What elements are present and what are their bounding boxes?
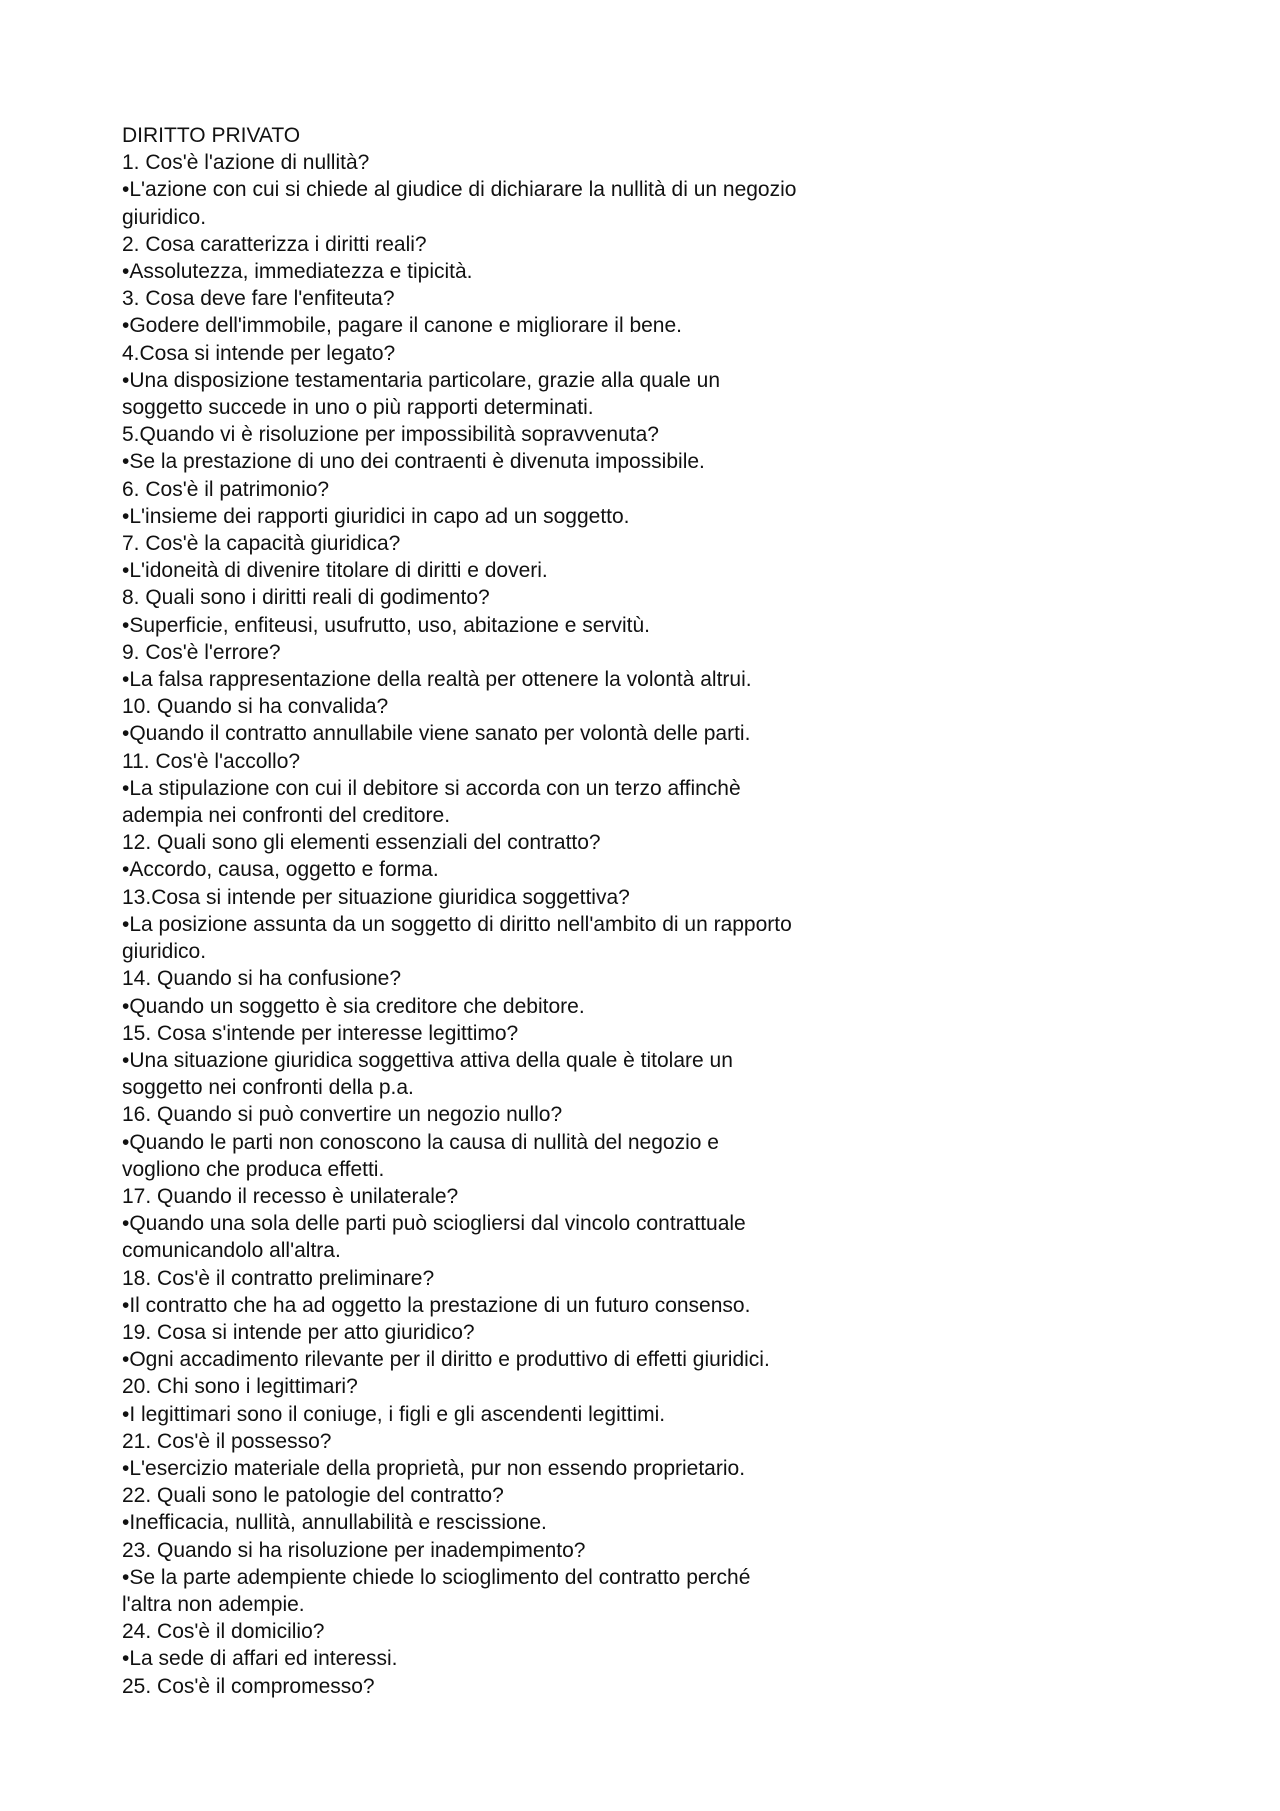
- question-line: 21. Cos'è il possesso?: [122, 1429, 332, 1453]
- question-line: 25. Cos'è il compromesso?: [122, 1674, 375, 1698]
- answer-line: •L'azione con cui si chiede al giudice di dichiarare la nullità di un negozio: [122, 178, 797, 202]
- answer-line: •L'insieme dei rapporti giuridici in capo ad un soggetto.: [122, 504, 630, 528]
- question-line: 19. Cosa si intende per atto giuridico?: [122, 1320, 475, 1344]
- answer-line: •I legittimari sono il coniuge, i figli e gli ascendenti legittimi.: [122, 1402, 666, 1426]
- answer-line: •Superficie, enfiteusi, usufrutto, uso, abitazione e servitù.: [122, 613, 650, 637]
- question-line: 1. Cos'è l'azione di nullità?: [122, 151, 370, 175]
- question-line: 7. Cos'è la capacità giuridica?: [122, 532, 401, 556]
- answer-line: •Quando il contratto annullabile viene sanato per volontà delle parti.: [122, 722, 751, 746]
- question-line: 2. Cosa caratterizza i diritti reali?: [122, 232, 427, 256]
- question-line: 11. Cos'è l'accollo?: [122, 749, 301, 773]
- answer-line: •Assolutezza, immediatezza e tipicità.: [122, 260, 473, 284]
- answer-line: •Una disposizione testamentaria particolare, grazie alla quale un: [122, 368, 721, 392]
- question-line: 13.Cosa si intende per situazione giuridica soggettiva?: [122, 885, 630, 909]
- answer-continuation-line: giuridico.: [122, 940, 207, 964]
- answer-line: •Quando un soggetto è sia creditore che debitore.: [122, 994, 585, 1018]
- answer-line: •La posizione assunta da un soggetto di diritto nell'ambito di un rapporto: [122, 912, 792, 936]
- document-body: [122, 122, 1122, 1700]
- answer-line: •La sede di affari ed interessi.: [122, 1647, 398, 1671]
- question-line: 9. Cos'è l'errore?: [122, 640, 281, 664]
- answer-line: •Il contratto che ha ad oggetto la prestazione di un futuro consenso.: [122, 1293, 751, 1317]
- question-line: 8. Quali sono i diritti reali di godimento?: [122, 586, 490, 610]
- question-line: 3. Cosa deve fare l'enfiteuta?: [122, 287, 395, 311]
- answer-line: •Se la parte adempiente chiede lo scioglimento del contratto perché: [122, 1565, 751, 1589]
- answer-line: •Godere dell'immobile, pagare il canone e migliorare il bene.: [122, 314, 682, 338]
- question-line: 20. Chi sono i legittimari?: [122, 1375, 358, 1399]
- answer-continuation-line: comunicandolo all'altra.: [122, 1239, 341, 1263]
- answer-line: •Quando una sola delle parti può sciogliersi dal vincolo contrattuale: [122, 1212, 746, 1236]
- answer-line: •Ogni accadimento rilevante per il diritto e produttivo di effetti giuridici.: [122, 1348, 770, 1372]
- question-line: 4.Cosa si intende per legato?: [122, 341, 396, 365]
- answer-line: •La falsa rappresentazione della realtà per ottenere la volontà altrui.: [122, 668, 752, 692]
- answer-line: •La stipulazione con cui il debitore si accorda con un terzo affinchè: [122, 776, 741, 800]
- answer-continuation-line: soggetto nei confronti della p.a.: [122, 1076, 414, 1100]
- document-title: DIRITTO PRIVATO: [122, 124, 301, 147]
- question-line: 24. Cos'è il domicilio?: [122, 1620, 325, 1644]
- answer-continuation-line: giuridico.: [122, 205, 207, 229]
- question-line: 14. Quando si ha confusione?: [122, 967, 402, 991]
- answer-line: •Accordo, causa, oggetto e forma.: [122, 858, 439, 882]
- answer-continuation-line: l'altra non adempie.: [122, 1592, 305, 1616]
- question-line: 23. Quando si ha risoluzione per inadempimento?: [122, 1538, 586, 1562]
- question-line: 5.Quando vi è risoluzione per impossibilità sopravvenuta?: [122, 423, 659, 447]
- question-line: 6. Cos'è il patrimonio?: [122, 477, 330, 501]
- answer-line: •Inefficacia, nullità, annullabilità e rescissione.: [122, 1511, 547, 1535]
- question-line: 18. Cos'è il contratto preliminare?: [122, 1266, 435, 1290]
- answer-continuation-line: vogliono che produca effetti.: [122, 1157, 385, 1181]
- answer-line: •Se la prestazione di uno dei contraenti è divenuta impossibile.: [122, 450, 705, 474]
- question-line: 17. Quando il recesso è unilaterale?: [122, 1184, 459, 1208]
- question-line: 12. Quali sono gli elementi essenziali del contratto?: [122, 831, 601, 855]
- question-line: 15. Cosa s'intende per interesse legittimo?: [122, 1021, 519, 1045]
- answer-continuation-line: soggetto succede in uno o più rapporti determinati.: [122, 396, 594, 420]
- question-line: 10. Quando si ha convalida?: [122, 695, 389, 719]
- question-line: 22. Quali sono le patologie del contratto?: [122, 1484, 504, 1508]
- answer-line: •Quando le parti non conoscono la causa di nullità del negozio e: [122, 1130, 719, 1154]
- answer-line: •Una situazione giuridica soggettiva attiva della quale è titolare un: [122, 1048, 733, 1072]
- question-line: 16. Quando si può convertire un negozio nullo?: [122, 1103, 563, 1127]
- answer-line: •L'idoneità di divenire titolare di diritti e doveri.: [122, 559, 548, 583]
- answer-line: •L'esercizio materiale della proprietà, pur non essendo proprietario.: [122, 1456, 746, 1480]
- answer-continuation-line: adempia nei confronti del creditore.: [122, 804, 451, 828]
